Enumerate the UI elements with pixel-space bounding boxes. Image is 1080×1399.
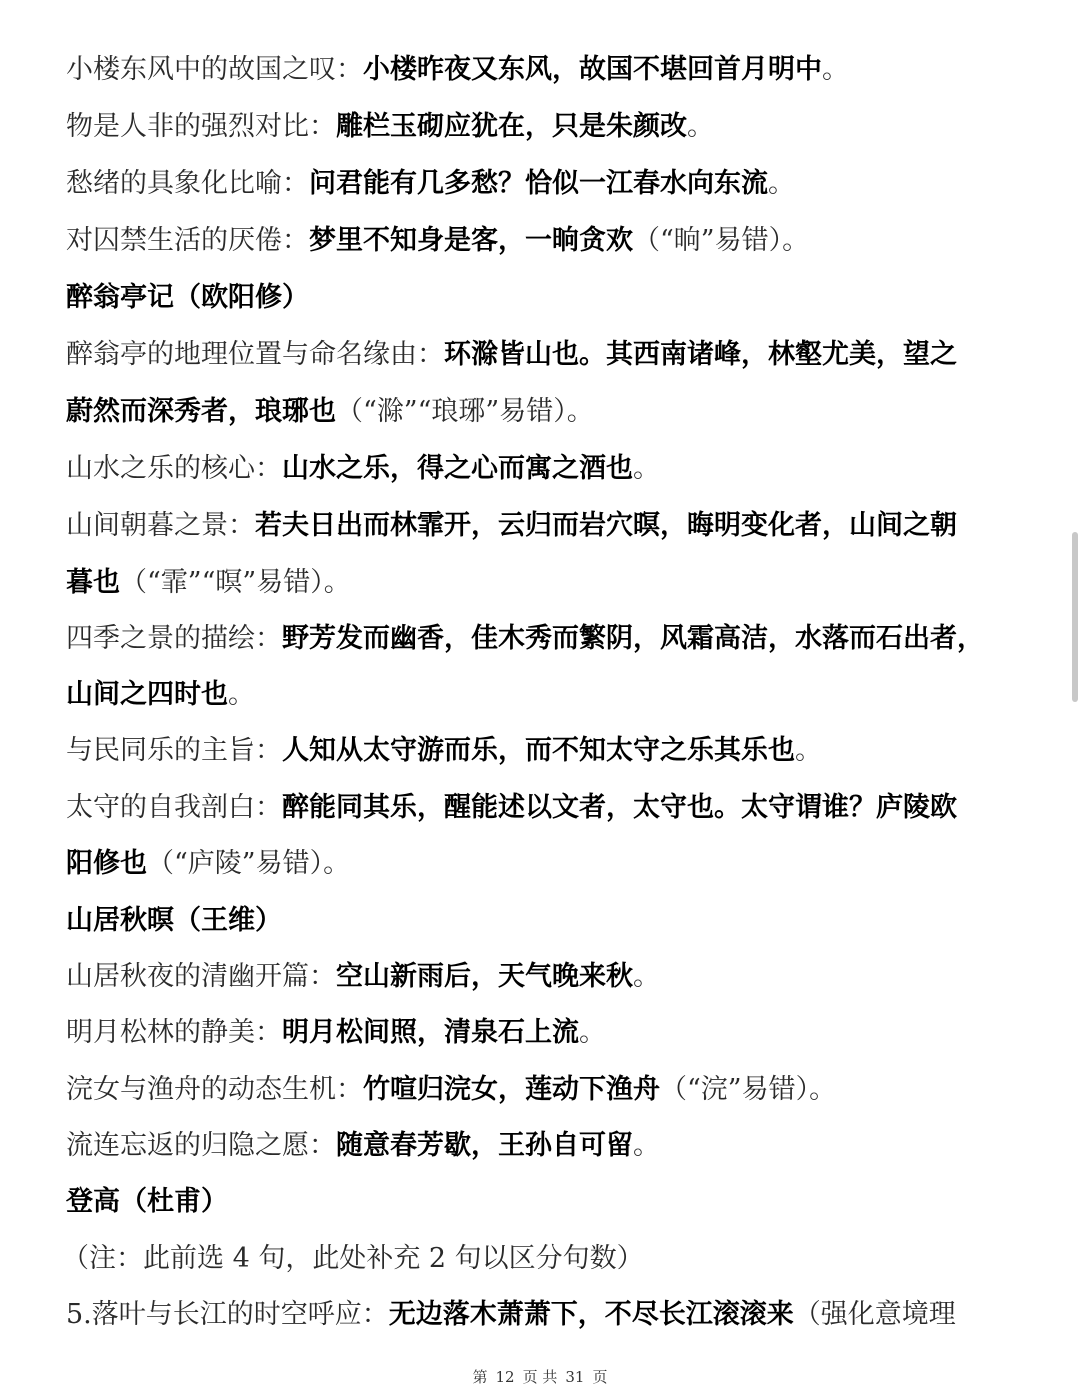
line-quote: 山间之四时也 xyxy=(66,679,228,710)
line-note: （“霏”“暝”易错）。 xyxy=(120,567,351,598)
section-heading-zuiwengtingji: 醉翁亭记（欧阳修） xyxy=(66,282,309,313)
section-heading-shanjuqiuming: 山居秋暝（王维） xyxy=(66,905,282,936)
line-note: （“滁”“琅琊”易错）。 xyxy=(336,396,594,427)
line-quote: 明月松间照，清泉石上流 xyxy=(282,1017,579,1048)
line-13 xyxy=(66,731,1026,771)
line-quote: 暮也 xyxy=(66,567,120,598)
line-label: 明月松林的静美： xyxy=(66,1017,282,1048)
line-label: 四季之景的描绘： xyxy=(66,623,282,654)
line-quote: 无边落木萧萧下，不尽长江滚滚来 xyxy=(388,1299,794,1330)
line-quote: 竹喧归浣女，莲动下渔舟 xyxy=(363,1074,660,1105)
line-label: 山间朝暮之景： xyxy=(66,510,255,541)
line-15 xyxy=(66,844,1026,884)
line-quote: 蔚然而深秀者，琅琊也 xyxy=(66,396,336,427)
line-quote: 野芳发而幽香，佳木秀而繁阴，风霜高洁，水落而石出者， xyxy=(282,623,984,654)
line-label: 山水之乐的核心： xyxy=(66,453,282,484)
line-quote: 问君能有几多愁？恰似一江春水向东流 xyxy=(309,168,768,199)
line-label: 愁绪的具象化比喻： xyxy=(66,168,309,199)
line-note: 。 xyxy=(768,168,795,199)
line-22 xyxy=(62,1239,1022,1279)
line-2 xyxy=(66,107,1026,147)
line-note: 。 xyxy=(633,453,660,484)
line-8 xyxy=(66,449,1026,489)
line-label: 太守的自我剖白： xyxy=(66,792,282,823)
line-14 xyxy=(66,788,1026,828)
line-note: 。 xyxy=(633,1130,660,1161)
line-quote: 环滁皆山也。其西南诸峰，林壑尤美，望之 xyxy=(444,339,957,370)
line-label: 物是人非的强烈对比： xyxy=(66,111,336,142)
line-6 xyxy=(66,335,1026,375)
footer-total-pages: 31 xyxy=(565,1368,585,1386)
footer-page-number: 12 xyxy=(495,1368,515,1386)
line-1 xyxy=(66,50,1026,90)
line-label: 小楼东风中的故国之叹： xyxy=(66,54,363,85)
line-3 xyxy=(66,164,1026,204)
footer-mid: 页 共 xyxy=(522,1368,558,1386)
line-23 xyxy=(66,1295,1026,1335)
line-11 xyxy=(66,619,1026,659)
page-footer xyxy=(0,1366,1080,1387)
footer-prefix: 第 xyxy=(472,1368,488,1386)
line-12 xyxy=(66,675,1026,715)
line-label: （注：此前选 4 句，此处补充 2 句以区分句数） xyxy=(62,1243,644,1274)
line-label: 对囚禁生活的厌倦： xyxy=(66,225,309,256)
line-label: 浣女与渔舟的动态生机： xyxy=(66,1074,363,1105)
line-note: 。 xyxy=(822,54,849,85)
line-4 xyxy=(66,221,1026,261)
line-7 xyxy=(66,392,1026,432)
line-quote: 山水之乐，得之心而寓之酒也 xyxy=(282,453,633,484)
line-note: 。 xyxy=(228,679,255,710)
line-20 xyxy=(66,1126,1026,1166)
line-quote: 空山新雨后，天气晚来秋 xyxy=(336,961,633,992)
line-label: 流连忘返的归隐之愿： xyxy=(66,1130,336,1161)
line-quote: 梦里不知身是客，一晌贪欢 xyxy=(309,225,633,256)
scrollbar-thumb[interactable] xyxy=(1072,532,1078,702)
line-quote: 雕栏玉砌应犹在，只是朱颜改 xyxy=(336,111,687,142)
line-10 xyxy=(66,563,1026,603)
line-note: 。 xyxy=(579,1017,606,1048)
line-quote: 随意春芳歇，王孙自可留 xyxy=(336,1130,633,1161)
line-18 xyxy=(66,1013,1026,1053)
line-note: （“晌”易错）。 xyxy=(633,225,810,256)
line-17 xyxy=(66,957,1026,997)
line-quote: 若夫日出而林霏开，云归而岩穴暝，晦明变化者，山间之朝 xyxy=(255,510,957,541)
line-note: 。 xyxy=(633,961,660,992)
line-note: 。 xyxy=(687,111,714,142)
line-note: （“庐陵”易错）。 xyxy=(147,848,351,879)
line-19 xyxy=(66,1070,1026,1110)
line-label: 山居秋夜的清幽开篇： xyxy=(66,961,336,992)
line-note: 。 xyxy=(795,735,822,766)
line-note: （“浣”易错）。 xyxy=(660,1074,837,1105)
line-quote: 人知从太守游而乐，而不知太守之乐其乐也 xyxy=(282,735,795,766)
footer-suffix: 页 xyxy=(592,1368,608,1386)
section-heading-denggao: 登高（杜甫） xyxy=(66,1186,228,1217)
line-label: 5.落叶与长江的时空呼应： xyxy=(66,1299,389,1330)
line-9 xyxy=(66,506,1026,546)
line-quote: 小楼昨夜又东风，故国不堪回首月明中 xyxy=(363,54,822,85)
line-label: 醉翁亭的地理位置与命名缘由： xyxy=(66,339,444,370)
line-quote: 阳修也 xyxy=(66,848,147,879)
line-quote: 醉能同其乐，醒能述以文者，太守也。太守谓谁？庐陵欧 xyxy=(282,792,957,823)
line-note: （强化意境理 xyxy=(793,1299,956,1330)
line-label: 与民同乐的主旨： xyxy=(66,735,282,766)
